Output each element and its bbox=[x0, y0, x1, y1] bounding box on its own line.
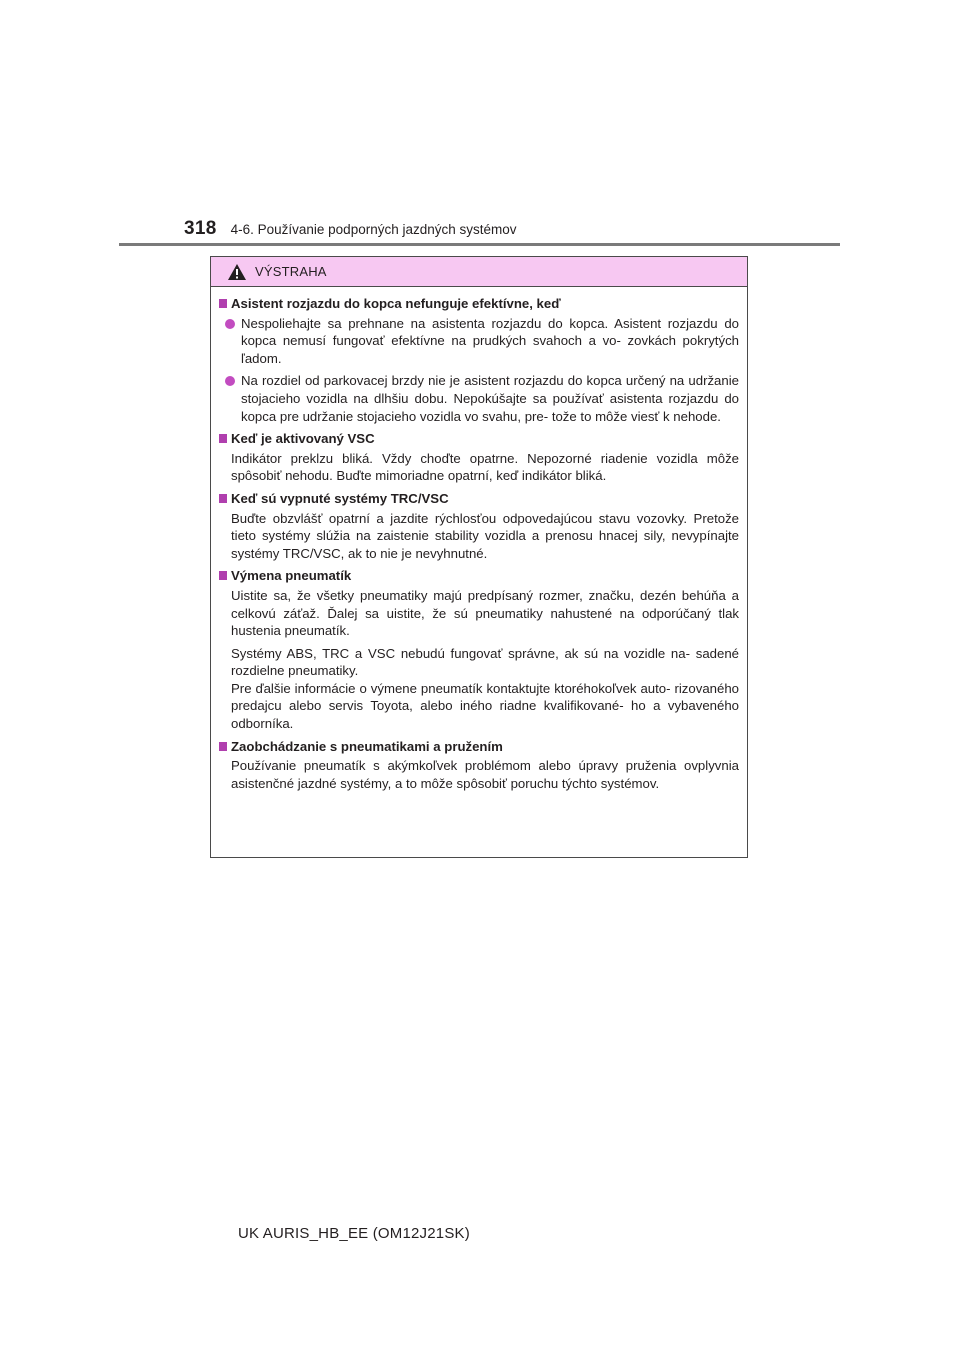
paragraph: Používanie pneumatík s akýmkoľvek problémom alebo úpravy pruženia ovplyvnia asistenčné jazdné systémy, a to môže spôsobiť poruchu týchto systémov. bbox=[231, 758, 739, 791]
warning-section-trc-vsc-off bbox=[219, 490, 739, 562]
section-heading-text: Keď je aktivovaný VSC bbox=[231, 431, 375, 447]
list-item-text: Na rozdiel od parkovacej brzdy nie je asistent rozjazdu do kopca určený na udržanie stojacieho vozidla na dlhšiu dobu. Nepokúšajte sa používať asistenta rozjazdu do kopca pre udržanie stojacieho vozidla vo svahu, pre- tože to môže viesť k nehode. bbox=[241, 373, 739, 424]
paragraph: Buďte obzvlášť opatrní a jazdite rýchlosťou odpovedajúcou stavu vozovky. Pretože tieto systémy slúžia na zaistenie stability vozidla a prenosu hnacej sily, nevypínajte systémy TRC/VSC, ak to nie je nevyhnutné. bbox=[231, 510, 739, 561]
page-number: 318 bbox=[184, 218, 217, 239]
square-bullet-icon bbox=[219, 571, 227, 580]
paragraph: Systémy ABS, TRC a VSC nebudú fungovať správne, ak sú na vozidle na- sadené rozdielne pneumatiky. bbox=[231, 645, 739, 679]
warning-triangle-icon bbox=[227, 263, 247, 281]
warning-section-tires-suspension bbox=[219, 738, 739, 793]
circle-bullet-icon bbox=[225, 319, 235, 329]
paragraph: Indikátor preklzu bliká. Vždy choďte opatrne. Nepozorné riadenie vozidla môže spôsobiť nehodu. Buďte mimoriadne opatrní, keď indikátor bliká. bbox=[231, 450, 739, 484]
paragraph: Uistite sa, že všetky pneumatiky majú predpísaný rozmer, značku, dezén behúňa a celkovú záťaž. Ďalej sa uistite, že sú pneumatiky nahustené na odporúčaný tlak hustenia pneumatík. bbox=[231, 587, 739, 639]
warning-section-tire-replacement bbox=[219, 567, 739, 732]
warning-box bbox=[210, 256, 748, 858]
page-header bbox=[184, 218, 517, 244]
section-heading bbox=[219, 738, 739, 756]
section-title: 4-6. Používanie podporných jazdných systémov bbox=[230, 222, 517, 237]
warning-section-uphill-assist bbox=[219, 295, 739, 425]
paragraph: Pre ďalšie informácie o výmene pneumatík kontaktujte ktoréhokoľvek auto- rizovaného predajcu alebo servis Toyota, alebo iného riadne kvalifikované- ho a vybaveného odborníka. bbox=[231, 680, 739, 732]
warning-section-vsc-active bbox=[219, 430, 739, 485]
square-bullet-icon bbox=[219, 494, 227, 503]
square-bullet-icon bbox=[219, 434, 227, 443]
list-item bbox=[225, 372, 739, 425]
section-heading bbox=[219, 490, 739, 508]
warning-header bbox=[211, 257, 747, 287]
circle-bullet-icon bbox=[225, 376, 235, 386]
document-footer: UK AURIS_HB_EE (OM12J21SK) bbox=[238, 1225, 470, 1242]
section-heading-text: Asistent rozjazdu do kopca nefunguje efektívne, keď bbox=[231, 296, 561, 311]
list-item-text: Nespoliehajte sa prehnane na asistenta rozjazdu do kopca. Asistent rozjazdu do kopca nemusí fungovať efektívne na prudkých svahoch a vo- zovkách pokrytých ľadom. bbox=[241, 315, 739, 366]
section-heading-text: Zaobchádzanie s pneumatikami a pružením bbox=[231, 738, 503, 754]
warning-content bbox=[211, 287, 747, 792]
header-rule bbox=[119, 243, 840, 246]
square-bullet-icon bbox=[219, 742, 227, 751]
section-heading-text: Výmena pneumatík bbox=[231, 568, 352, 584]
warning-title: VÝSTRAHA bbox=[255, 264, 327, 279]
section-heading bbox=[219, 567, 739, 585]
section-heading bbox=[219, 295, 739, 313]
square-bullet-icon bbox=[219, 299, 227, 308]
list-item bbox=[225, 315, 739, 368]
section-heading bbox=[219, 430, 739, 448]
section-heading-text: Keď sú vypnuté systémy TRC/VSC bbox=[231, 490, 449, 506]
